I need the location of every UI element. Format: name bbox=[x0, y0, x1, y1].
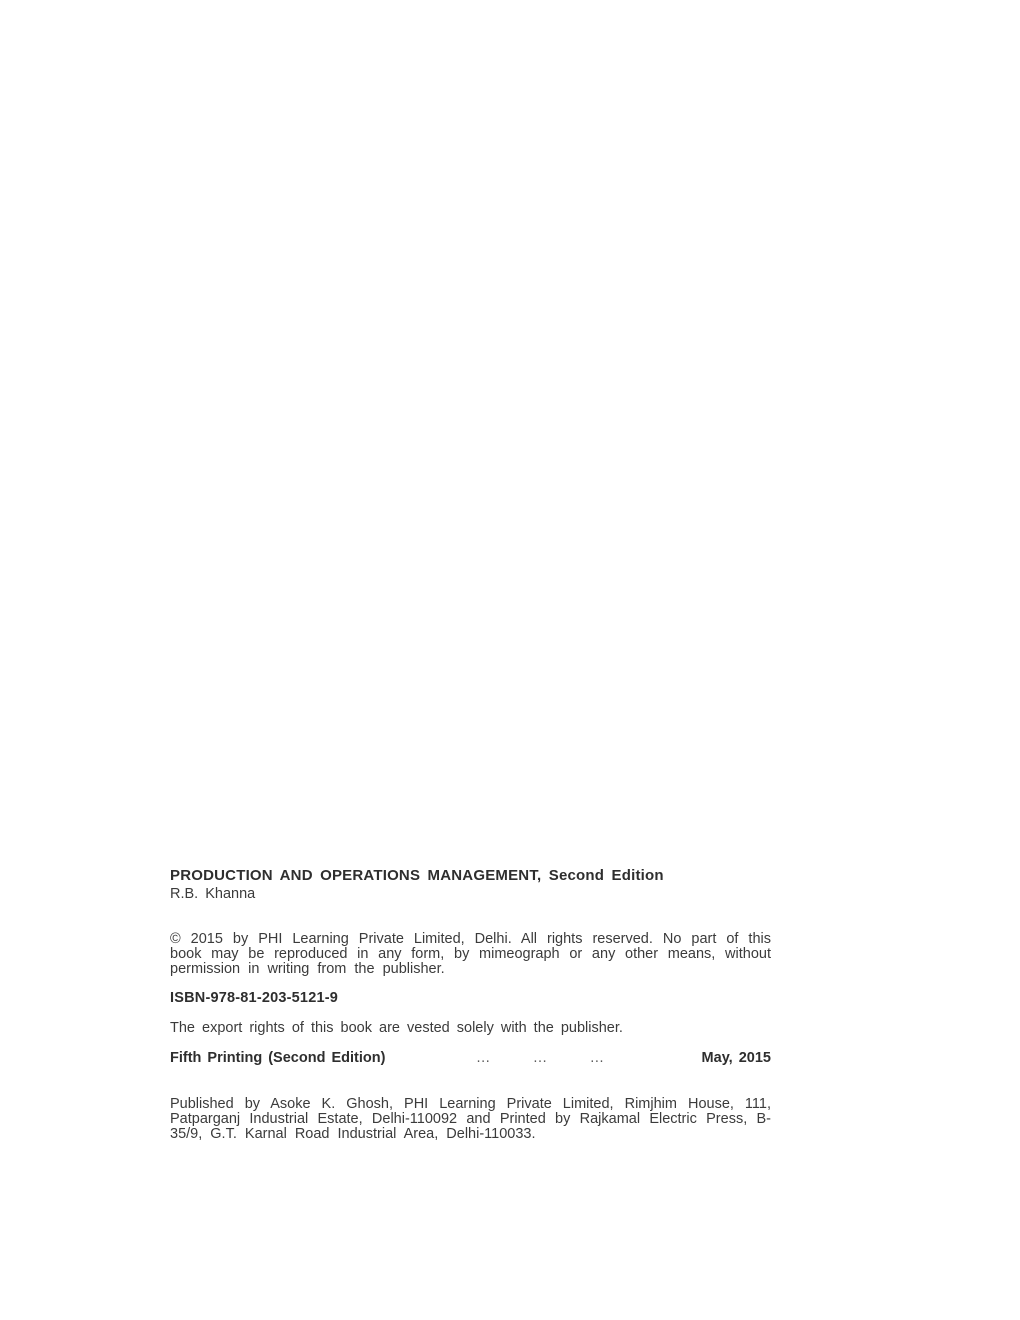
dot-leader: … bbox=[589, 1050, 607, 1066]
copyright-notice: © 2015 by PHI Learning Private Limited, Delhi. All rights reserved. No part of this book may be reproduced in any form, by mimeograph or any other means, without permission in writing from the publisher. bbox=[170, 931, 771, 977]
printing-history-row bbox=[170, 1051, 771, 1066]
author-name: R.B. Khanna bbox=[170, 886, 256, 902]
publisher-imprint: Published by Asoke K. Ghosh, PHI Learning Private Limited, Rimjhim House, 111, Patparganj Industrial Estate, Delhi-110092 and Printed by Rajkamal Electric Press, B-35/9, G.T. Karnal Road Industrial Area, Delhi-110033. bbox=[170, 1096, 771, 1142]
dot-leader: … bbox=[532, 1050, 550, 1066]
printing-edition-label: Fifth Printing (Second Edition) bbox=[170, 1050, 386, 1066]
export-rights-statement: The export rights of this book are vested solely with the publisher. bbox=[170, 1020, 623, 1036]
imprint-block bbox=[170, 866, 771, 1142]
book-title: PRODUCTION AND OPERATIONS MANAGEMENT, Second Edition bbox=[170, 867, 664, 884]
printing-date: May, 2015 bbox=[701, 1050, 771, 1066]
isbn-number: ISBN-978-81-203-5121-9 bbox=[170, 990, 339, 1006]
dot-leader: … bbox=[475, 1050, 493, 1066]
